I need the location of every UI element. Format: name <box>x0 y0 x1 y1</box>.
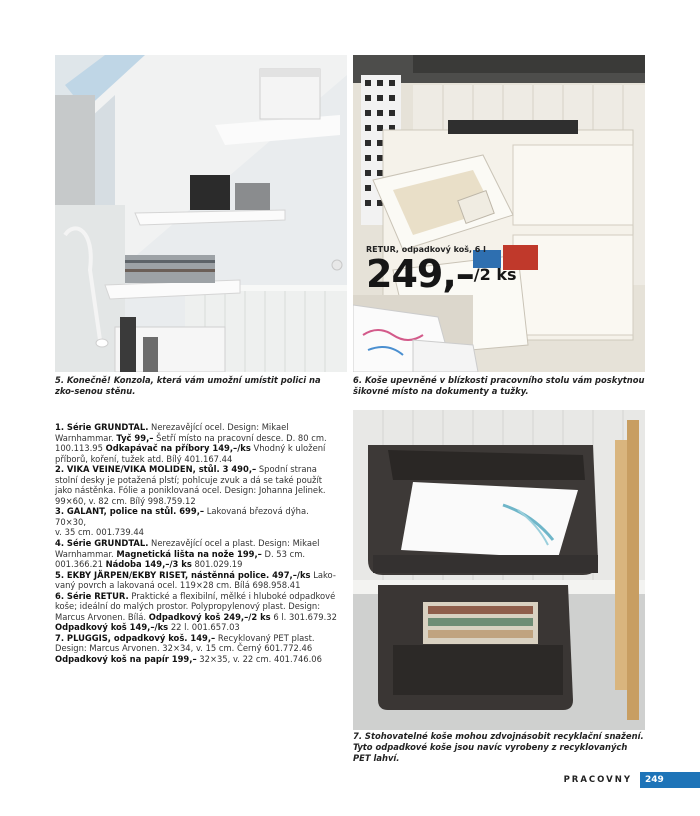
product-detail: 99×60, v. 82 cm. Bílý 998.759.12 <box>55 495 196 506</box>
product-name-price: Odpadkový koš 149,–/ks <box>55 622 169 633</box>
product-line <box>55 454 341 465</box>
product-name-price: 1. Série GRUNDTAL. <box>55 422 149 432</box>
product-detail: Nerezavějící ocel a plast. Design: Mikael <box>148 538 320 549</box>
section-name: PRACOVNY <box>563 775 632 785</box>
product-line <box>55 485 341 496</box>
product-line <box>55 622 341 633</box>
product-detail: Warnhammar. <box>55 432 117 443</box>
product-detail: stolní desky je potažená plstí; pohlcuje zvuk a dá se také použít <box>55 474 323 485</box>
product-detail: Lako- <box>310 569 336 580</box>
product-name-price: 7. PLUGGIS, odpadkový koš. 149,– <box>55 632 216 643</box>
product-detail: 6 l. 301.679.32 <box>270 611 337 622</box>
product-line <box>55 496 341 507</box>
product-name-price: 6. Série RETUR. <box>55 590 129 601</box>
product-line <box>55 433 341 444</box>
product-name-price: Magnetická lišta na nože 199,– <box>116 548 262 559</box>
price-callout <box>366 254 516 295</box>
product-name-price: 5. EKBY JÄRPEN/EKBY RISET, nástěnná police. 497,–/ks <box>55 569 311 580</box>
product-line <box>55 654 341 665</box>
product-line <box>55 580 341 591</box>
price-callout-label: RETUR, odpadkový koš, 6 l <box>366 245 486 254</box>
product-name-price: Odpadkový koš na papír 199,– <box>55 654 197 665</box>
product-name-price: 2. VIKA VEINE/VIKA MOLIDEN, stůl. 3 490,– <box>55 464 257 475</box>
product-detail: Lakovaná březová dýha. 70×30, <box>55 506 309 527</box>
product-detail: 32×35, v. 22 cm. 401.746.06 <box>196 654 322 665</box>
product-line <box>55 527 341 538</box>
caption-5: 5. Konečně! Konzola, která vám umožní umístit polici na zko-senou stěnu. <box>55 375 321 397</box>
product-detail: 801.029.19 <box>191 559 243 570</box>
product-detail: 100.113.95 <box>55 443 106 454</box>
page-number: 249 <box>640 772 700 788</box>
product-line <box>55 538 341 549</box>
product-name-price: Tyč 99,– <box>116 432 154 443</box>
product-line <box>55 570 341 581</box>
price-amount: 249,– <box>366 252 474 296</box>
photo-stackable-bins <box>353 410 645 730</box>
price-unit: /2 ks <box>473 265 517 284</box>
product-detail: D. 53 cm. <box>261 548 306 559</box>
product-detail: Marcus Arvonen. Bílá. <box>55 611 149 622</box>
product-detail: Praktické a flexibilní, mělké i hluboké odpadkové <box>128 590 336 601</box>
product-line <box>55 443 341 454</box>
product-detail: Design: Marcus Arvonen. 32×34, v. 15 cm. Černý 601.772.46 <box>55 643 313 654</box>
product-line <box>55 475 341 486</box>
product-line <box>55 464 341 475</box>
product-name-price: Odkapávač na příbory 149,–/ks <box>105 443 251 454</box>
product-detail: koše; ideální do malých prostor. Polypropylenový plast. Design: <box>55 601 321 612</box>
product-detail: Recyklovaný PET plast. <box>215 632 315 643</box>
photo-desk-tilt-bins <box>353 55 645 372</box>
product-line <box>55 422 341 433</box>
page-footer <box>564 772 700 788</box>
caption-7: 7. Stohovatelné koše mohou zdvojnásobit recyklační snažení. Tyto odpadkové koše jsou navíc vyrobeny z recyklovaných PET lahví. <box>353 731 644 764</box>
product-name-price: 3. GALANT, police na stůl. 699,– <box>55 506 205 517</box>
product-line <box>55 643 341 654</box>
product-detail: Šetří místo na pracovní desce. D. 80 cm. <box>153 432 327 443</box>
product-line <box>55 549 341 560</box>
photo-slanted-wall-shelves <box>55 55 347 372</box>
product-line <box>55 601 341 612</box>
product-detail: jako nástěnka. Fólie a poniklovaná ocel. Design: Johanna Jelinek. <box>55 485 326 496</box>
product-detail: Vhodný k uložení <box>250 443 326 454</box>
product-detail: 001.366.21 <box>55 559 106 570</box>
product-detail: příborů, koření, tužek atd. Bílý 401.167.44 <box>55 453 233 464</box>
product-detail: Warnhammar. <box>55 548 117 559</box>
product-name-price: Nádoba 149,–/3 ks <box>105 559 192 570</box>
product-detail: vaný povrch a lakovaná ocel. 119×28 cm. Bílá 698.958.41 <box>55 580 301 591</box>
product-line <box>55 633 341 644</box>
product-detail: Nerezavějící ocel. Design: Mikael <box>148 422 289 432</box>
product-line <box>55 506 341 527</box>
product-descriptions <box>55 422 341 665</box>
product-name-price: 4. Série GRUNDTAL. <box>55 538 149 549</box>
product-detail: Spodní strana <box>256 464 317 475</box>
product-line <box>55 559 341 570</box>
product-detail: v. 35 cm. 001.739.44 <box>55 527 144 538</box>
product-line <box>55 591 341 602</box>
product-detail: 22 l. 001.657.03 <box>168 622 240 633</box>
product-line <box>55 612 341 623</box>
caption-6: 6. Koše upevněné v blízkosti pracovního stolu vám poskytnou šikovné místo na dokumenty a tužky. <box>353 375 645 397</box>
product-name-price: Odpadkový koš 249,–/2 ks <box>148 611 271 622</box>
